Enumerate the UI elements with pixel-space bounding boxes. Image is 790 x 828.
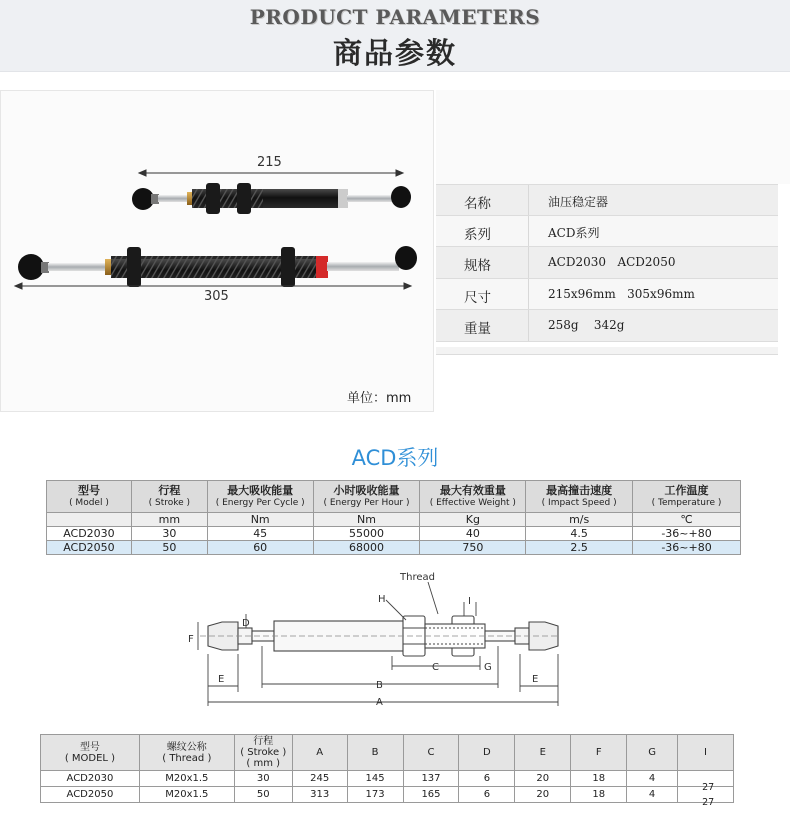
dimension-header-cell — [571, 735, 627, 771]
spec-value: 油压稳定器 — [548, 195, 609, 209]
dimension-cell: 137 — [403, 771, 459, 787]
page-header — [0, 0, 790, 72]
performance-header-cell — [313, 481, 420, 513]
header-en: ( Impact Speed ) — [541, 497, 617, 508]
header-en: ( Thread ) — [162, 752, 212, 764]
header-zh: 螺纹公称 — [166, 741, 207, 753]
header-zh: E — [539, 747, 546, 758]
header-en: ( Energy Per Hour ) — [323, 497, 410, 508]
spec-key: 系列 — [464, 226, 491, 243]
dimension-cell: 18 — [571, 787, 627, 803]
performance-cell: 60 — [207, 541, 313, 555]
dimension-cell: 145 — [347, 771, 403, 787]
header-en: ( Energy Per Cycle ) — [215, 497, 305, 508]
dimension-body — [41, 771, 734, 808]
dimension-i-value: 27 — [702, 797, 715, 808]
series-title: ACD系列 — [351, 446, 439, 470]
performance-cell: ACD2030 — [47, 527, 132, 541]
product-photo-panel — [0, 90, 434, 412]
performance-header-cell — [420, 481, 526, 513]
header-en: ( Model ) — [69, 497, 109, 508]
dimension-header-cell — [347, 735, 403, 771]
header-en: ( Stroke ) — [240, 747, 287, 758]
performance-unit-cell: mm — [131, 513, 207, 527]
dimension-cell: 30 — [234, 771, 292, 787]
drawing-label-e-left: E — [218, 674, 225, 685]
spec-row — [436, 216, 778, 248]
spec-divider — [528, 216, 529, 247]
drawing-label-d: D — [242, 618, 250, 629]
performance-unit-cell: ℃ — [633, 513, 741, 527]
spec-row — [436, 310, 778, 342]
performance-header-cell — [47, 481, 132, 513]
dimension-cell: 50 — [234, 787, 292, 803]
spec-row — [436, 247, 778, 279]
header-zh: 最大有效重量 — [439, 483, 506, 497]
dimension-header-cell — [515, 735, 571, 771]
drawing-label-thread: Thread — [400, 572, 435, 583]
spec-divider — [528, 310, 529, 341]
performance-cell: 40 — [420, 527, 526, 541]
dimension-cell: ACD2050 — [41, 787, 140, 803]
dimension-cell: 4 — [627, 771, 678, 787]
header-zh: 行程 — [253, 736, 274, 747]
drawing-label-g: G — [484, 662, 492, 673]
dimension-table — [40, 734, 734, 808]
dimension-cell: 6 — [459, 787, 515, 803]
performance-unit-cell: Nm — [207, 513, 313, 527]
dimension-cell: 6 — [459, 771, 515, 787]
performance-header-row — [47, 481, 741, 513]
shock-absorber-short — [132, 183, 411, 214]
header-unit: ( mm ) — [246, 758, 281, 769]
performance-cell: -36~+80 — [633, 541, 741, 555]
performance-cell: 68000 — [313, 541, 420, 555]
performance-header-cell — [207, 481, 313, 513]
shock-absorber-illustration — [1, 91, 435, 413]
performance-cell: 55000 — [313, 527, 420, 541]
performance-unit-row — [47, 513, 741, 527]
performance-table — [46, 480, 741, 555]
header-en: ( MODEL ) — [64, 752, 116, 764]
performance-cell: -36~+80 — [633, 527, 741, 541]
performance-cell: 4.5 — [526, 527, 633, 541]
header-zh: A — [316, 747, 324, 758]
drawing-label-a: A — [376, 697, 383, 708]
header-zh: I — [704, 747, 707, 758]
dimension-header-cell — [627, 735, 678, 771]
performance-cell: 50 — [131, 541, 207, 555]
spec-row — [436, 279, 778, 311]
dimension-cell: M20x1.5 — [139, 787, 234, 803]
performance-cell: ACD2050 — [47, 541, 132, 555]
performance-cell: 2.5 — [526, 541, 633, 555]
spec-value: ACD2030 ACD2050 — [548, 255, 676, 270]
long-length-label: 305 — [204, 289, 229, 304]
header-en: ( Temperature ) — [651, 497, 722, 508]
drawing-label-h: H — [378, 594, 386, 605]
performance-unit-cell — [47, 513, 132, 527]
dimension-header-row — [41, 735, 734, 771]
dimension-cell: 173 — [347, 787, 403, 803]
performance-row — [47, 527, 741, 541]
spec-row — [436, 184, 778, 216]
dimension-header-cell — [403, 735, 459, 771]
dimension-row — [41, 787, 734, 803]
header-en: ( Effective Weight ) — [429, 497, 516, 508]
dimension-cell — [678, 771, 734, 793]
performance-row — [47, 541, 741, 555]
dimension-header-cell — [234, 735, 292, 771]
spec-divider — [528, 247, 529, 278]
spec-key: 规格 — [464, 258, 491, 275]
performance-header-cell — [526, 481, 633, 513]
header-zh: G — [648, 747, 656, 758]
dimension-cell: ACD2030 — [41, 771, 140, 787]
spec-value: ACD系列 — [548, 225, 600, 240]
performance-unit-cell: Kg — [420, 513, 526, 527]
drawing-label-c: C — [432, 662, 439, 673]
dimension-cell: 245 — [292, 771, 347, 787]
header-zh: 工作温度 — [664, 483, 709, 497]
header-zh: 最大吸收能量 — [227, 483, 294, 497]
dimension-cell: 20 — [515, 771, 571, 787]
header-title-en: PRODUCT PARAMETERS — [249, 5, 541, 29]
dimension-cell: 4 — [627, 787, 678, 803]
dimension-header-cell — [41, 735, 140, 771]
dimension-row — [41, 771, 734, 787]
dimension-cell — [678, 787, 734, 808]
dimension-cell: 165 — [403, 787, 459, 803]
header-en: ( Stroke ) — [148, 497, 191, 508]
dimension-header-cell — [678, 735, 734, 771]
header-zh: F — [595, 747, 602, 758]
header-zh: 型号 — [77, 483, 100, 497]
drawing-label-f: F — [188, 634, 194, 645]
spec-panel-background — [436, 90, 790, 184]
performance-cell: 750 — [420, 541, 526, 555]
dimension-cell: 20 — [515, 787, 571, 803]
header-zh: 最高撞击速度 — [546, 483, 613, 497]
dimension-cell: M20x1.5 — [139, 771, 234, 787]
spec-table-footer — [436, 347, 778, 355]
dimension-cell: 18 — [571, 771, 627, 787]
header-zh: C — [427, 747, 435, 758]
header-title-zh: 商品参数 — [332, 36, 457, 70]
unit-label: 单位：mm — [347, 391, 412, 406]
drawing-label-e-right: E — [532, 674, 539, 685]
shock-absorber-long — [18, 246, 417, 287]
header-zh: 小时吸收能量 — [333, 483, 400, 497]
spec-key: 尺寸 — [464, 289, 491, 306]
spec-key: 名称 — [464, 196, 491, 212]
spec-value: 258g 342g — [548, 318, 625, 333]
performance-body — [47, 527, 741, 555]
drawing-label-b: B — [376, 680, 383, 691]
performance-header-cell — [633, 481, 741, 513]
drawing-label-i: I — [468, 596, 471, 607]
spec-key: 重量 — [464, 321, 491, 338]
short-length-label: 215 — [257, 155, 282, 170]
spec-divider — [528, 279, 529, 310]
dimension-i-value: 27 — [702, 782, 715, 793]
header-zh: 行程 — [158, 483, 181, 497]
dimension-header-cell — [459, 735, 515, 771]
header-zh: B — [371, 747, 379, 758]
performance-header-cell — [131, 481, 207, 513]
dimension-line-215 — [139, 170, 403, 176]
dimension-header-cell — [139, 735, 234, 771]
performance-cell: 30 — [131, 527, 207, 541]
technical-drawing — [180, 564, 560, 712]
spec-divider — [528, 185, 529, 215]
dimension-cell: 313 — [292, 787, 347, 803]
performance-unit-cell: Nm — [313, 513, 420, 527]
performance-cell: 45 — [207, 527, 313, 541]
header-zh: 型号 — [79, 741, 100, 753]
spec-table — [436, 184, 778, 342]
performance-unit-cell: m/s — [526, 513, 633, 527]
header-zh: D — [483, 747, 491, 758]
spec-value: 215x96mm 305x96mm — [548, 286, 695, 301]
dimension-header-cell — [292, 735, 347, 771]
